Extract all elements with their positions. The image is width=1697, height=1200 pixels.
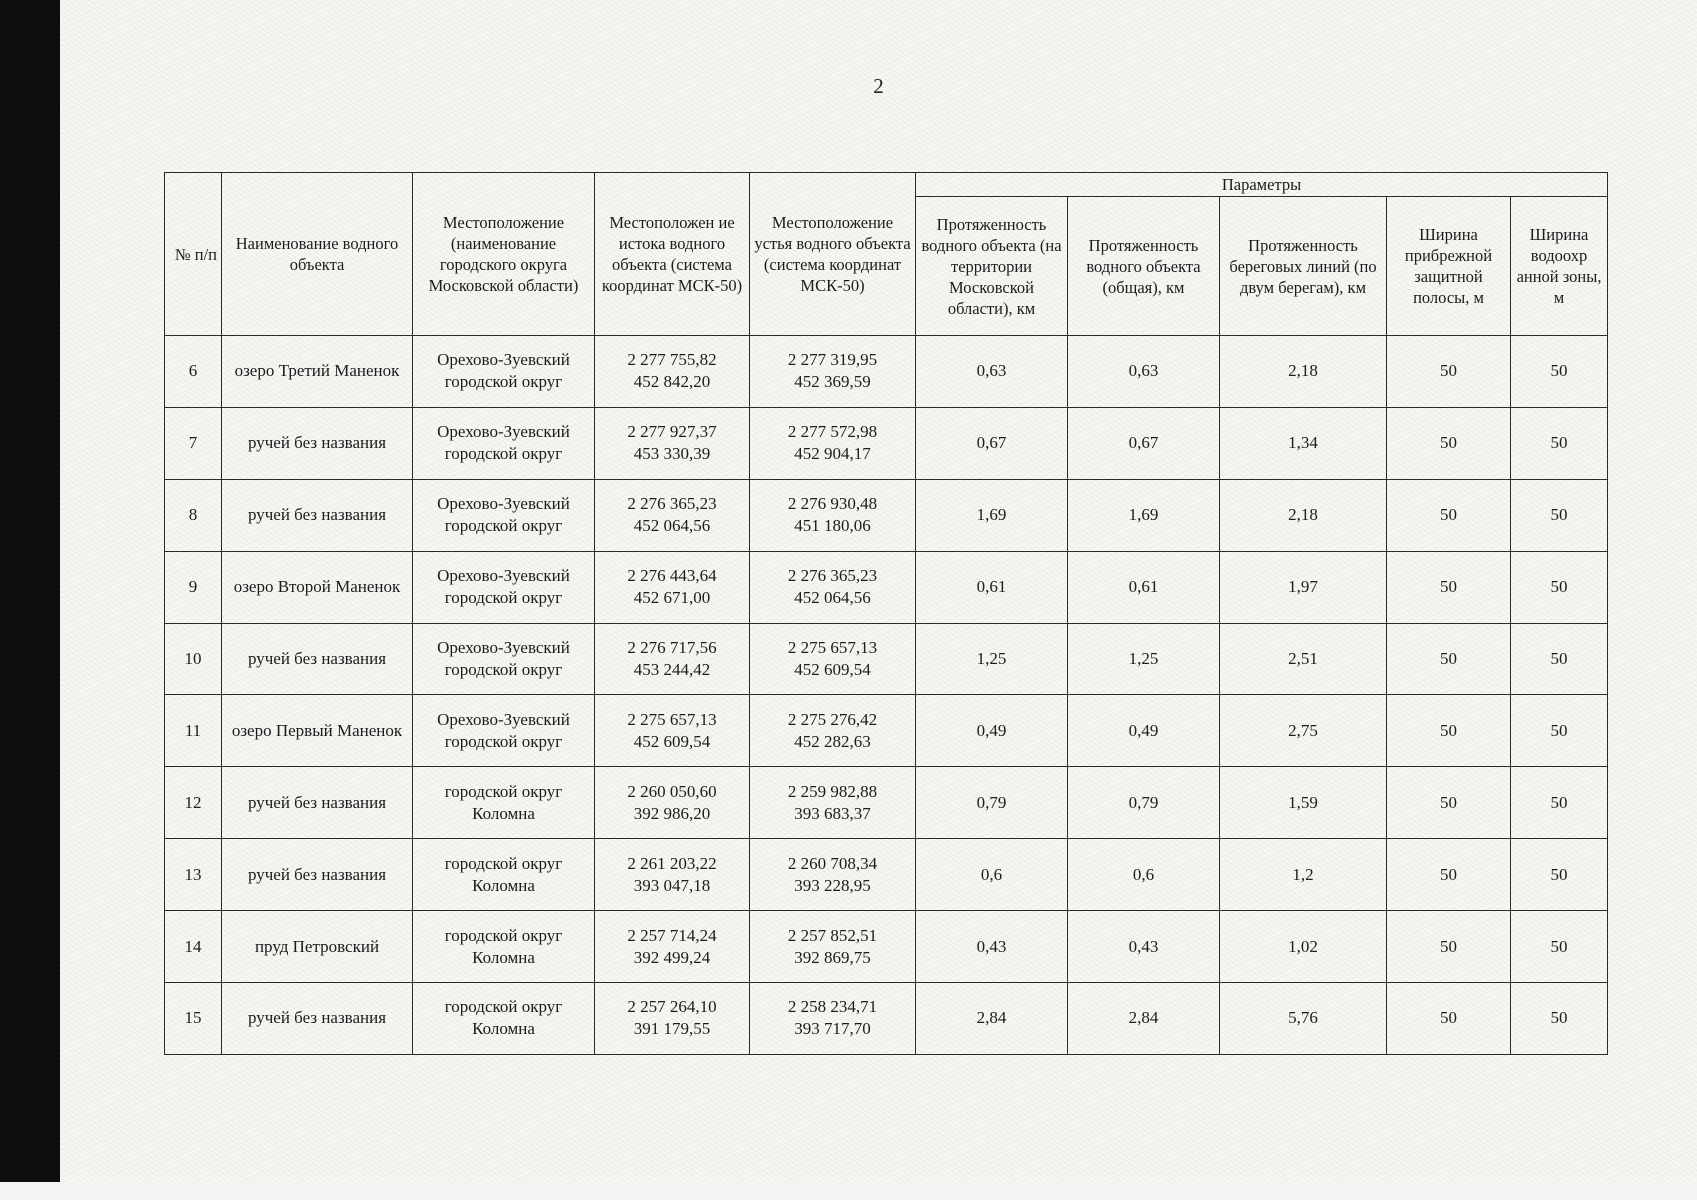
cell-shoreline: 5,76	[1220, 983, 1387, 1055]
cell-mouth-coords	[750, 407, 916, 479]
coord-value: 2 277 927,37	[627, 422, 717, 442]
cell-length-total: 0,61	[1068, 551, 1220, 623]
coord-value: 2 257 852,51	[787, 925, 878, 945]
cell-coastal-strip: 50	[1387, 983, 1511, 1055]
coord-value: 393 228,95	[794, 875, 871, 895]
coord-value: 393 717,70	[794, 1019, 871, 1039]
document-page	[60, 0, 1697, 1182]
coord-value: 452 064,56	[633, 516, 711, 536]
cell-shoreline: 2,75	[1220, 695, 1387, 767]
cell-mouth-coords	[750, 695, 916, 767]
coord-value: 2 276 365,23	[627, 494, 717, 514]
header-shoreline: Протяженность береговых линий (по двум берегам), км	[1220, 197, 1387, 336]
coord-value: 452 609,54	[633, 731, 711, 751]
cell-length-region: 0,49	[916, 695, 1068, 767]
coord-value: 2 257 714,24	[627, 925, 717, 945]
header-name: Наименование водного объекта	[222, 173, 413, 336]
coord-value: 2 276 930,48	[787, 494, 878, 514]
cell-length-total: 0,43	[1068, 911, 1220, 983]
table-row	[165, 623, 1608, 695]
cell-length-region: 0,43	[916, 911, 1068, 983]
header-source: Местоположен ие истока водного объекта (система координат МСК-50)	[595, 173, 750, 336]
cell-shoreline: 2,51	[1220, 623, 1387, 695]
cell-num: 9	[165, 551, 222, 623]
cell-location: Орехово-Зуевский городской округ	[413, 407, 595, 479]
cell-length-total: 0,49	[1068, 695, 1220, 767]
coord-value: 2 275 657,13	[627, 709, 717, 729]
cell-num: 6	[165, 336, 222, 408]
cell-num: 7	[165, 407, 222, 479]
table-row	[165, 839, 1608, 911]
cell-location: городской округ Коломна	[413, 983, 595, 1055]
coord-value: 2 260 050,60	[627, 781, 717, 801]
cell-name: озеро Первый Маненок	[222, 695, 413, 767]
cell-source-coords	[595, 911, 750, 983]
cell-protection-zone: 50	[1511, 911, 1608, 983]
cell-coastal-strip: 50	[1387, 695, 1511, 767]
coord-value: 452 369,59	[794, 372, 871, 392]
cell-coastal-strip: 50	[1387, 551, 1511, 623]
cell-shoreline: 2,18	[1220, 479, 1387, 551]
cell-name: ручей без названия	[222, 767, 413, 839]
table-row	[165, 767, 1608, 839]
coord-value: 2 276 717,56	[627, 638, 717, 657]
cell-coastal-strip: 50	[1387, 407, 1511, 479]
header-length-region: Протяженность водного объекта (на территории Московской области), км	[916, 197, 1068, 336]
cell-location: Орехово-Зуевский городской округ	[413, 336, 595, 408]
coord-value: 391 179,55	[633, 1019, 711, 1039]
coord-value: 2 257 264,10	[627, 997, 717, 1017]
coord-value: 452 064,56	[794, 588, 871, 608]
scan-dark-edge	[0, 0, 60, 1200]
cell-coastal-strip: 50	[1387, 336, 1511, 408]
coord-value: 452 609,54	[794, 660, 871, 679]
cell-length-total: 0,67	[1068, 407, 1220, 479]
cell-shoreline: 1,34	[1220, 407, 1387, 479]
coord-value: 2 261 203,22	[627, 853, 717, 873]
cell-length-total: 1,69	[1068, 479, 1220, 551]
cell-location: Орехово-Зуевский городской округ	[413, 623, 595, 695]
header-protection-zone: Ширина водоохр анной зоны, м	[1511, 197, 1608, 336]
cell-length-total: 0,79	[1068, 767, 1220, 839]
coord-value: 2 258 234,71	[787, 997, 878, 1017]
coord-value: 2 277 319,95	[787, 350, 878, 370]
cell-protection-zone: 50	[1511, 623, 1608, 695]
cell-protection-zone: 50	[1511, 767, 1608, 839]
cell-coastal-strip: 50	[1387, 767, 1511, 839]
cell-protection-zone: 50	[1511, 407, 1608, 479]
cell-mouth-coords	[750, 479, 916, 551]
cell-length-region: 0,79	[916, 767, 1068, 839]
coord-value: 452 282,63	[794, 731, 871, 751]
cell-location: Орехово-Зуевский городской округ	[413, 479, 595, 551]
cell-location: Орехово-Зуевский городской округ	[413, 695, 595, 767]
cell-length-region: 0,6	[916, 839, 1068, 911]
coord-value: 393 683,37	[794, 803, 871, 823]
cell-length-region: 2,84	[916, 983, 1068, 1055]
cell-mouth-coords	[750, 983, 916, 1055]
coord-value: 2 277 755,82	[627, 350, 717, 370]
cell-name: ручей без названия	[222, 407, 413, 479]
cell-length-total: 2,84	[1068, 983, 1220, 1055]
header-num: № п/п	[165, 173, 222, 336]
header-length-total: Протяженность водного объекта (общая), км	[1068, 197, 1220, 336]
cell-location: Орехово-Зуевский городской округ	[413, 551, 595, 623]
cell-location: городской округ Коломна	[413, 839, 595, 911]
header-params-group: Параметры	[916, 173, 1608, 197]
cell-num: 8	[165, 479, 222, 551]
coord-value: 453 244,42	[633, 660, 711, 679]
cell-coastal-strip: 50	[1387, 479, 1511, 551]
coord-value: 452 904,17	[794, 444, 871, 464]
cell-name: ручей без названия	[222, 479, 413, 551]
coord-value: 451 180,06	[794, 516, 871, 536]
cell-name: ручей без названия	[222, 623, 413, 695]
cell-source-coords	[595, 695, 750, 767]
coord-value: 453 330,39	[633, 444, 711, 464]
cell-protection-zone: 50	[1511, 551, 1608, 623]
cell-length-region: 1,25	[916, 623, 1068, 695]
coord-value: 2 277 572,98	[787, 422, 878, 442]
table-row	[165, 695, 1608, 767]
cell-name: озеро Третий Маненок	[222, 336, 413, 408]
cell-coastal-strip: 50	[1387, 623, 1511, 695]
cell-protection-zone: 50	[1511, 695, 1608, 767]
cell-coastal-strip: 50	[1387, 839, 1511, 911]
cell-length-total: 0,63	[1068, 336, 1220, 408]
cell-shoreline: 1,97	[1220, 551, 1387, 623]
table-row	[165, 336, 1608, 408]
cell-length-region: 0,63	[916, 336, 1068, 408]
coord-value: 2 259 982,88	[787, 781, 878, 801]
cell-mouth-coords	[750, 839, 916, 911]
cell-source-coords	[595, 983, 750, 1055]
coord-value: 2 260 708,34	[787, 853, 878, 873]
coord-value: 392 869,75	[794, 947, 871, 967]
coord-value: 452 671,00	[633, 588, 711, 608]
cell-name: ручей без названия	[222, 983, 413, 1055]
header-mouth: Местоположение устья водного объекта (система координат МСК-50)	[750, 173, 916, 336]
cell-mouth-coords	[750, 551, 916, 623]
coord-value: 2 276 443,64	[627, 566, 717, 586]
cell-source-coords	[595, 551, 750, 623]
cell-source-coords	[595, 407, 750, 479]
scan-bottom-edge	[0, 1182, 1697, 1200]
cell-mouth-coords	[750, 336, 916, 408]
cell-name: пруд Петровский	[222, 911, 413, 983]
coord-value: 392 986,20	[633, 803, 711, 823]
cell-length-region: 0,67	[916, 407, 1068, 479]
cell-length-total: 0,6	[1068, 839, 1220, 911]
table-header	[165, 173, 1608, 336]
coord-value: 452 842,20	[633, 372, 711, 392]
coord-value: 2 276 365,23	[787, 566, 878, 586]
coord-value: 2 275 657,13	[787, 638, 878, 657]
cell-shoreline: 1,02	[1220, 911, 1387, 983]
cell-source-coords	[595, 839, 750, 911]
cell-mouth-coords	[750, 911, 916, 983]
cell-source-coords	[595, 336, 750, 408]
cell-protection-zone: 50	[1511, 839, 1608, 911]
cell-protection-zone: 50	[1511, 336, 1608, 408]
cell-protection-zone: 50	[1511, 983, 1608, 1055]
cell-coastal-strip: 50	[1387, 911, 1511, 983]
cell-length-total: 1,25	[1068, 623, 1220, 695]
cell-mouth-coords	[750, 767, 916, 839]
cell-mouth-coords	[750, 623, 916, 695]
table-row	[165, 911, 1608, 983]
coord-value: 393 047,18	[633, 875, 711, 895]
cell-num: 10	[165, 623, 222, 695]
cell-shoreline: 1,59	[1220, 767, 1387, 839]
table-row	[165, 551, 1608, 623]
coord-value: 392 499,24	[633, 947, 711, 967]
header-location: Местоположение (наименование городского округа Московской области)	[413, 173, 595, 336]
cell-shoreline: 1,2	[1220, 839, 1387, 911]
cell-source-coords	[595, 623, 750, 695]
cell-name: ручей без названия	[222, 839, 413, 911]
cell-source-coords	[595, 767, 750, 839]
cell-num: 11	[165, 695, 222, 767]
cell-location: городской округ Коломна	[413, 767, 595, 839]
table-body	[165, 336, 1608, 1055]
cell-num: 13	[165, 839, 222, 911]
coord-value: 2 275 276,42	[787, 709, 878, 729]
cell-name: озеро Второй Маненок	[222, 551, 413, 623]
cell-num: 14	[165, 911, 222, 983]
table-row	[165, 479, 1608, 551]
header-coastal-strip: Ширина прибрежной защитной полосы, м	[1387, 197, 1511, 336]
table-row	[165, 407, 1608, 479]
cell-num: 12	[165, 767, 222, 839]
cell-length-region: 1,69	[916, 479, 1068, 551]
cell-length-region: 0,61	[916, 551, 1068, 623]
cell-location: городской округ Коломна	[413, 911, 595, 983]
cell-source-coords	[595, 479, 750, 551]
table-row	[165, 983, 1608, 1055]
cell-protection-zone: 50	[1511, 479, 1608, 551]
water-objects-table	[164, 172, 1608, 1055]
cell-num: 15	[165, 983, 222, 1055]
page-number: 2	[873, 74, 884, 98]
cell-shoreline: 2,18	[1220, 336, 1387, 408]
